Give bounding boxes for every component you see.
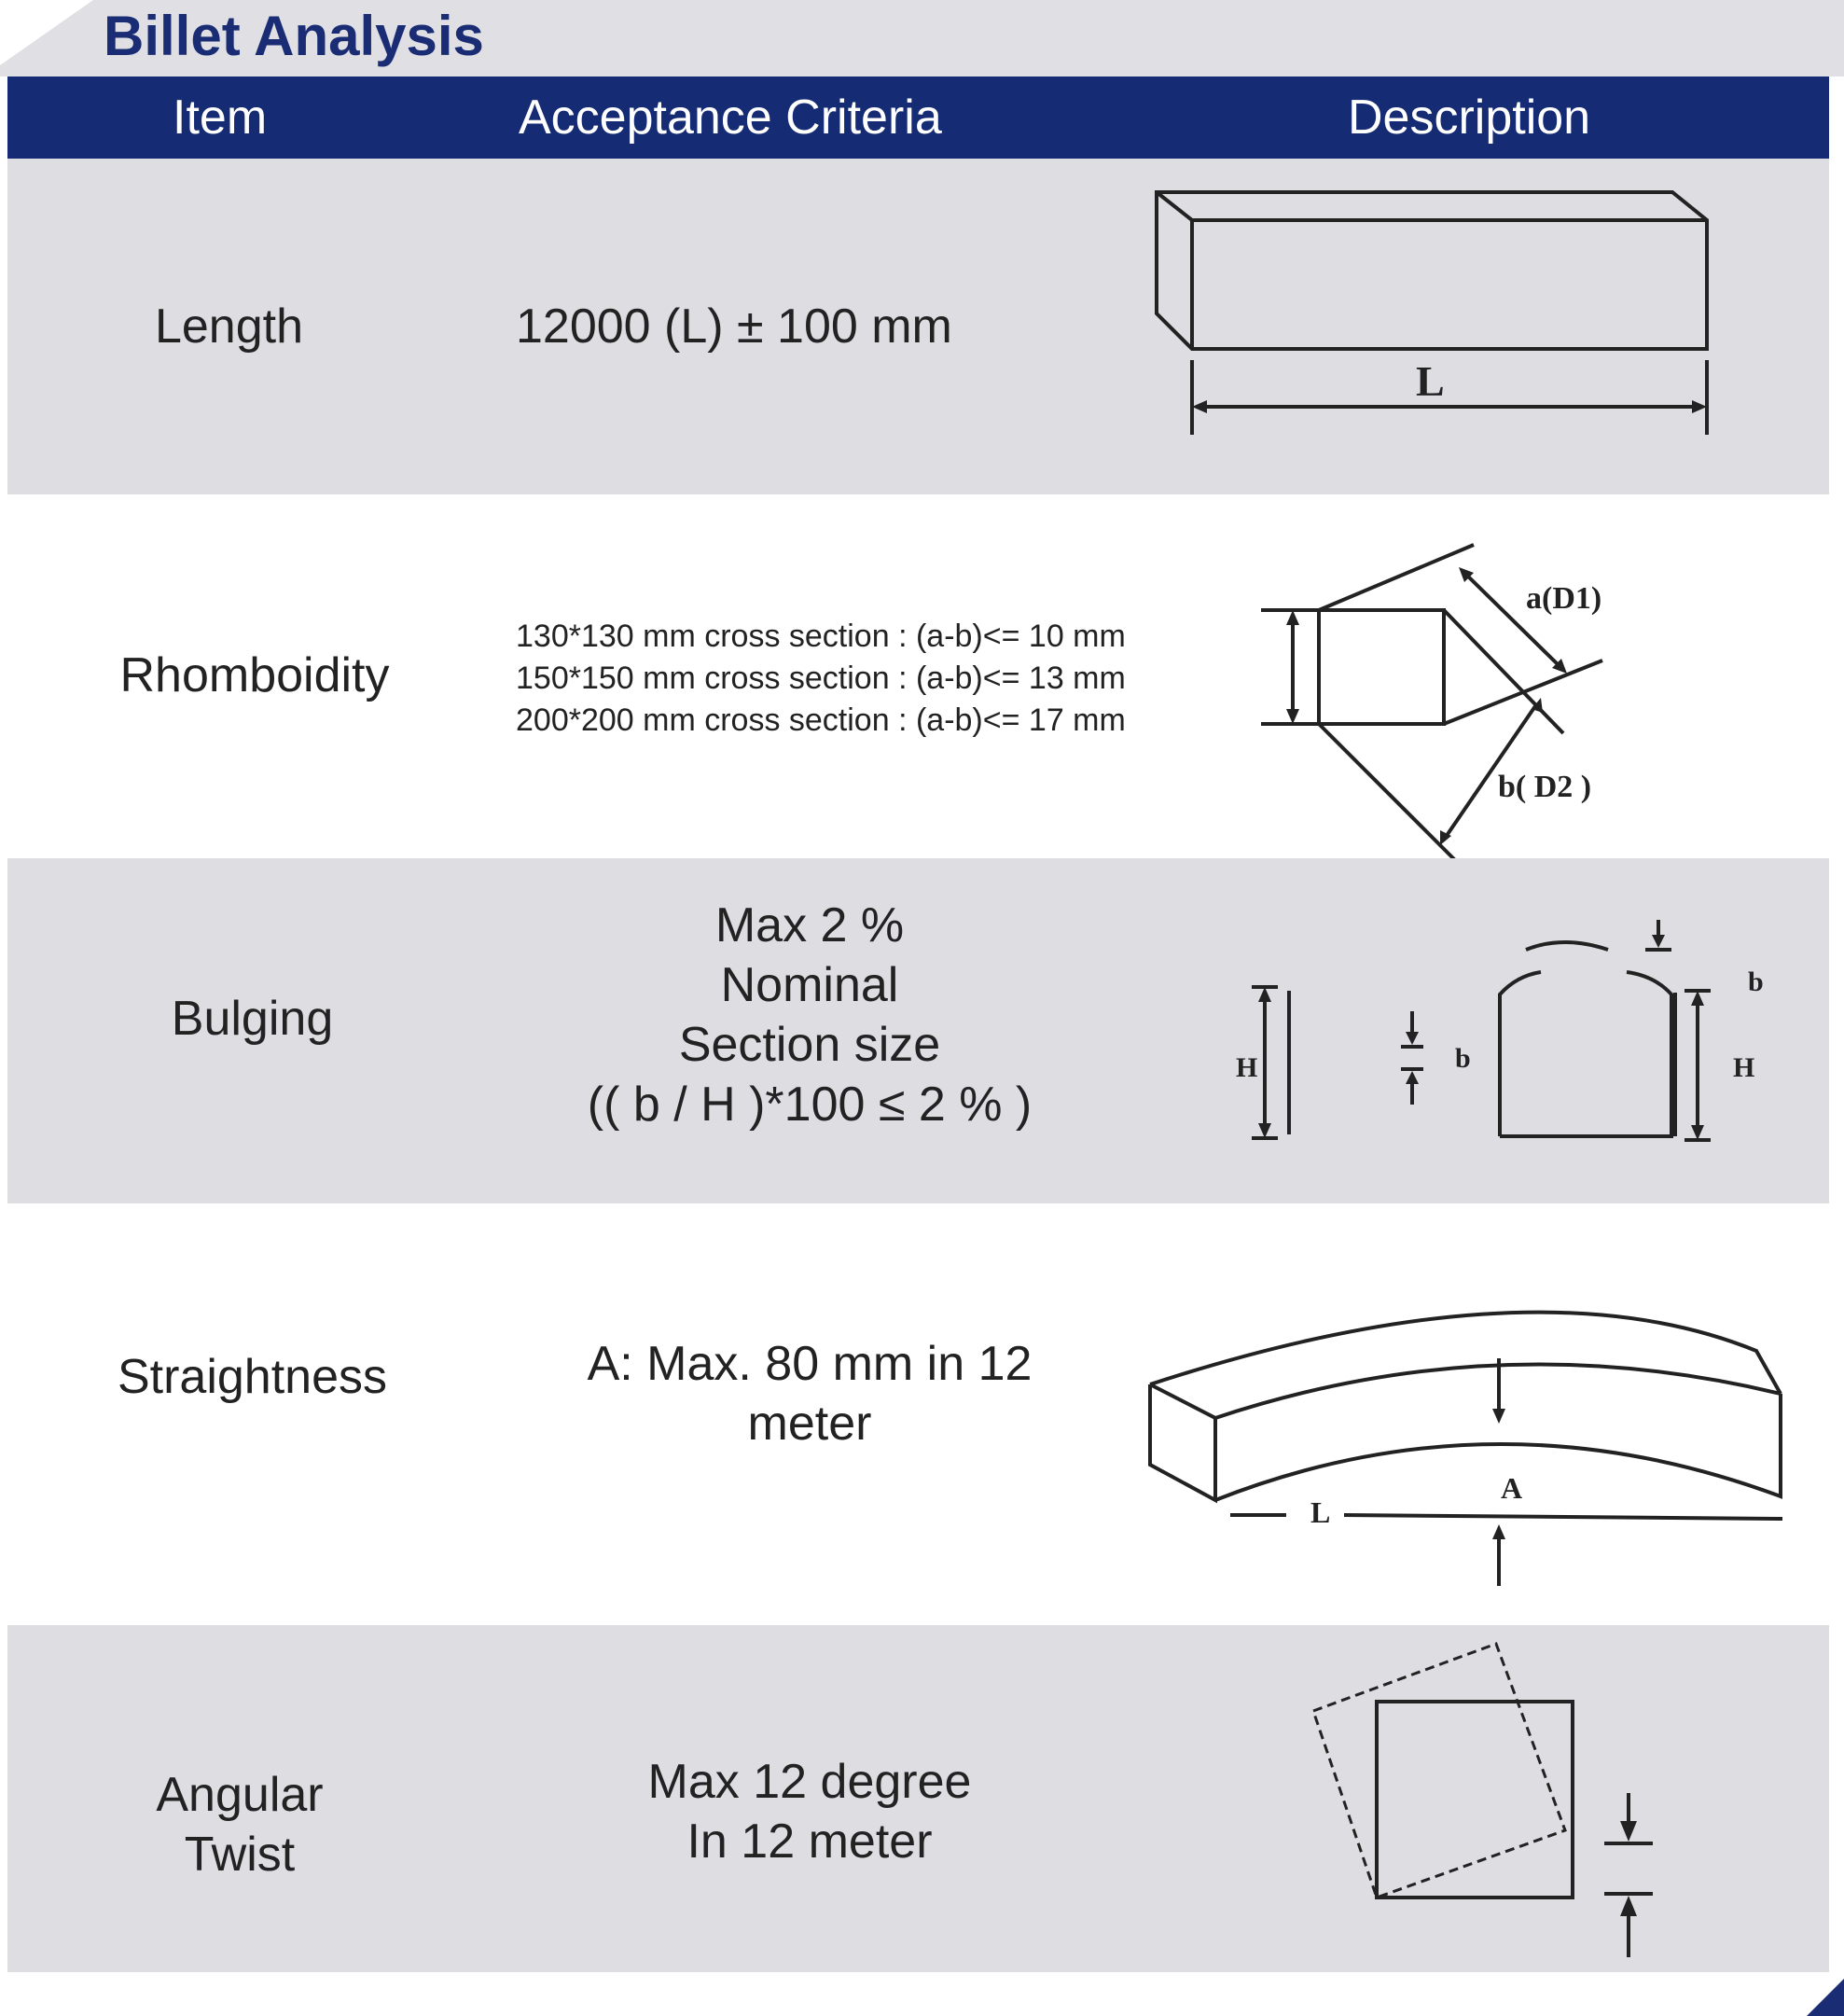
table-row-straightness (7, 1203, 1829, 1625)
rhomboidity-diagram (1257, 532, 1630, 840)
header-item: Item (173, 90, 268, 145)
straightness-diagram (1141, 1315, 1803, 1595)
bulging-criteria-3: Section size (678, 1018, 941, 1072)
rhomboidity-label-b: b( D2 ) (1498, 770, 1592, 804)
item-bulging: Bulging (171, 992, 334, 1046)
twist-criteria-1: Max 12 degree (647, 1755, 972, 1809)
bulging-criteria-2: Nominal (720, 958, 899, 1012)
header-acceptance-criteria: Acceptance Criteria (519, 90, 942, 145)
rhomboidity-criteria-1: 130*130 mm cross section : (a-b)<= 10 mm (516, 619, 1126, 654)
page-corner-accent (1807, 1979, 1844, 2016)
page-title: Billet Analysis (104, 5, 484, 67)
header-description: Description (1348, 90, 1591, 145)
angular-twist-diagram (1304, 1644, 1677, 1970)
rhomboidity-criteria-3: 200*200 mm cross section : (a-b)<= 17 mm (516, 702, 1126, 738)
bulging-criteria-4: (( b / H )*100 ≤ 2 % ) (587, 1078, 1033, 1132)
length-label-L: L (1416, 357, 1445, 405)
table-row-rhomboidity (7, 494, 1829, 858)
straightness-criteria-1: A: Max. 80 mm in 12 (587, 1337, 1033, 1391)
bulging-label-H-right: H (1733, 1052, 1755, 1083)
length-diagram (1145, 187, 1733, 485)
bulging-diagram (1220, 877, 1780, 1194)
bulging-label-b-left: b (1455, 1043, 1471, 1074)
rhomboidity-label-a: a(D1) (1526, 581, 1602, 616)
item-rhomboidity: Rhomboidity (119, 648, 390, 702)
item-angular-twist-2: Twist (184, 1828, 296, 1882)
straightness-label-A: A (1501, 1471, 1523, 1505)
straightness-criteria-2: meter (747, 1397, 872, 1451)
title-corner-cut (0, 0, 93, 65)
table-row-bulging (7, 858, 1829, 1203)
item-straightness: Straightness (117, 1350, 388, 1404)
table-header (7, 76, 1829, 159)
bulging-label-H-left: H (1236, 1052, 1258, 1083)
bulging-label-b-right: b (1748, 966, 1764, 997)
item-length: Length (154, 299, 304, 354)
table-row-length (7, 159, 1829, 494)
criteria-length: 12000 (L) ± 100 mm (516, 299, 952, 354)
twist-criteria-2: In 12 meter (686, 1814, 933, 1869)
table-row-angular-twist (7, 1625, 1829, 1972)
rhomboidity-criteria-2: 150*150 mm cross section : (a-b)<= 13 mm (516, 660, 1126, 696)
bulging-criteria-1: Max 2 % (714, 898, 905, 952)
item-angular-twist-1: Angular (156, 1768, 324, 1822)
straightness-label-L: L (1310, 1495, 1331, 1529)
